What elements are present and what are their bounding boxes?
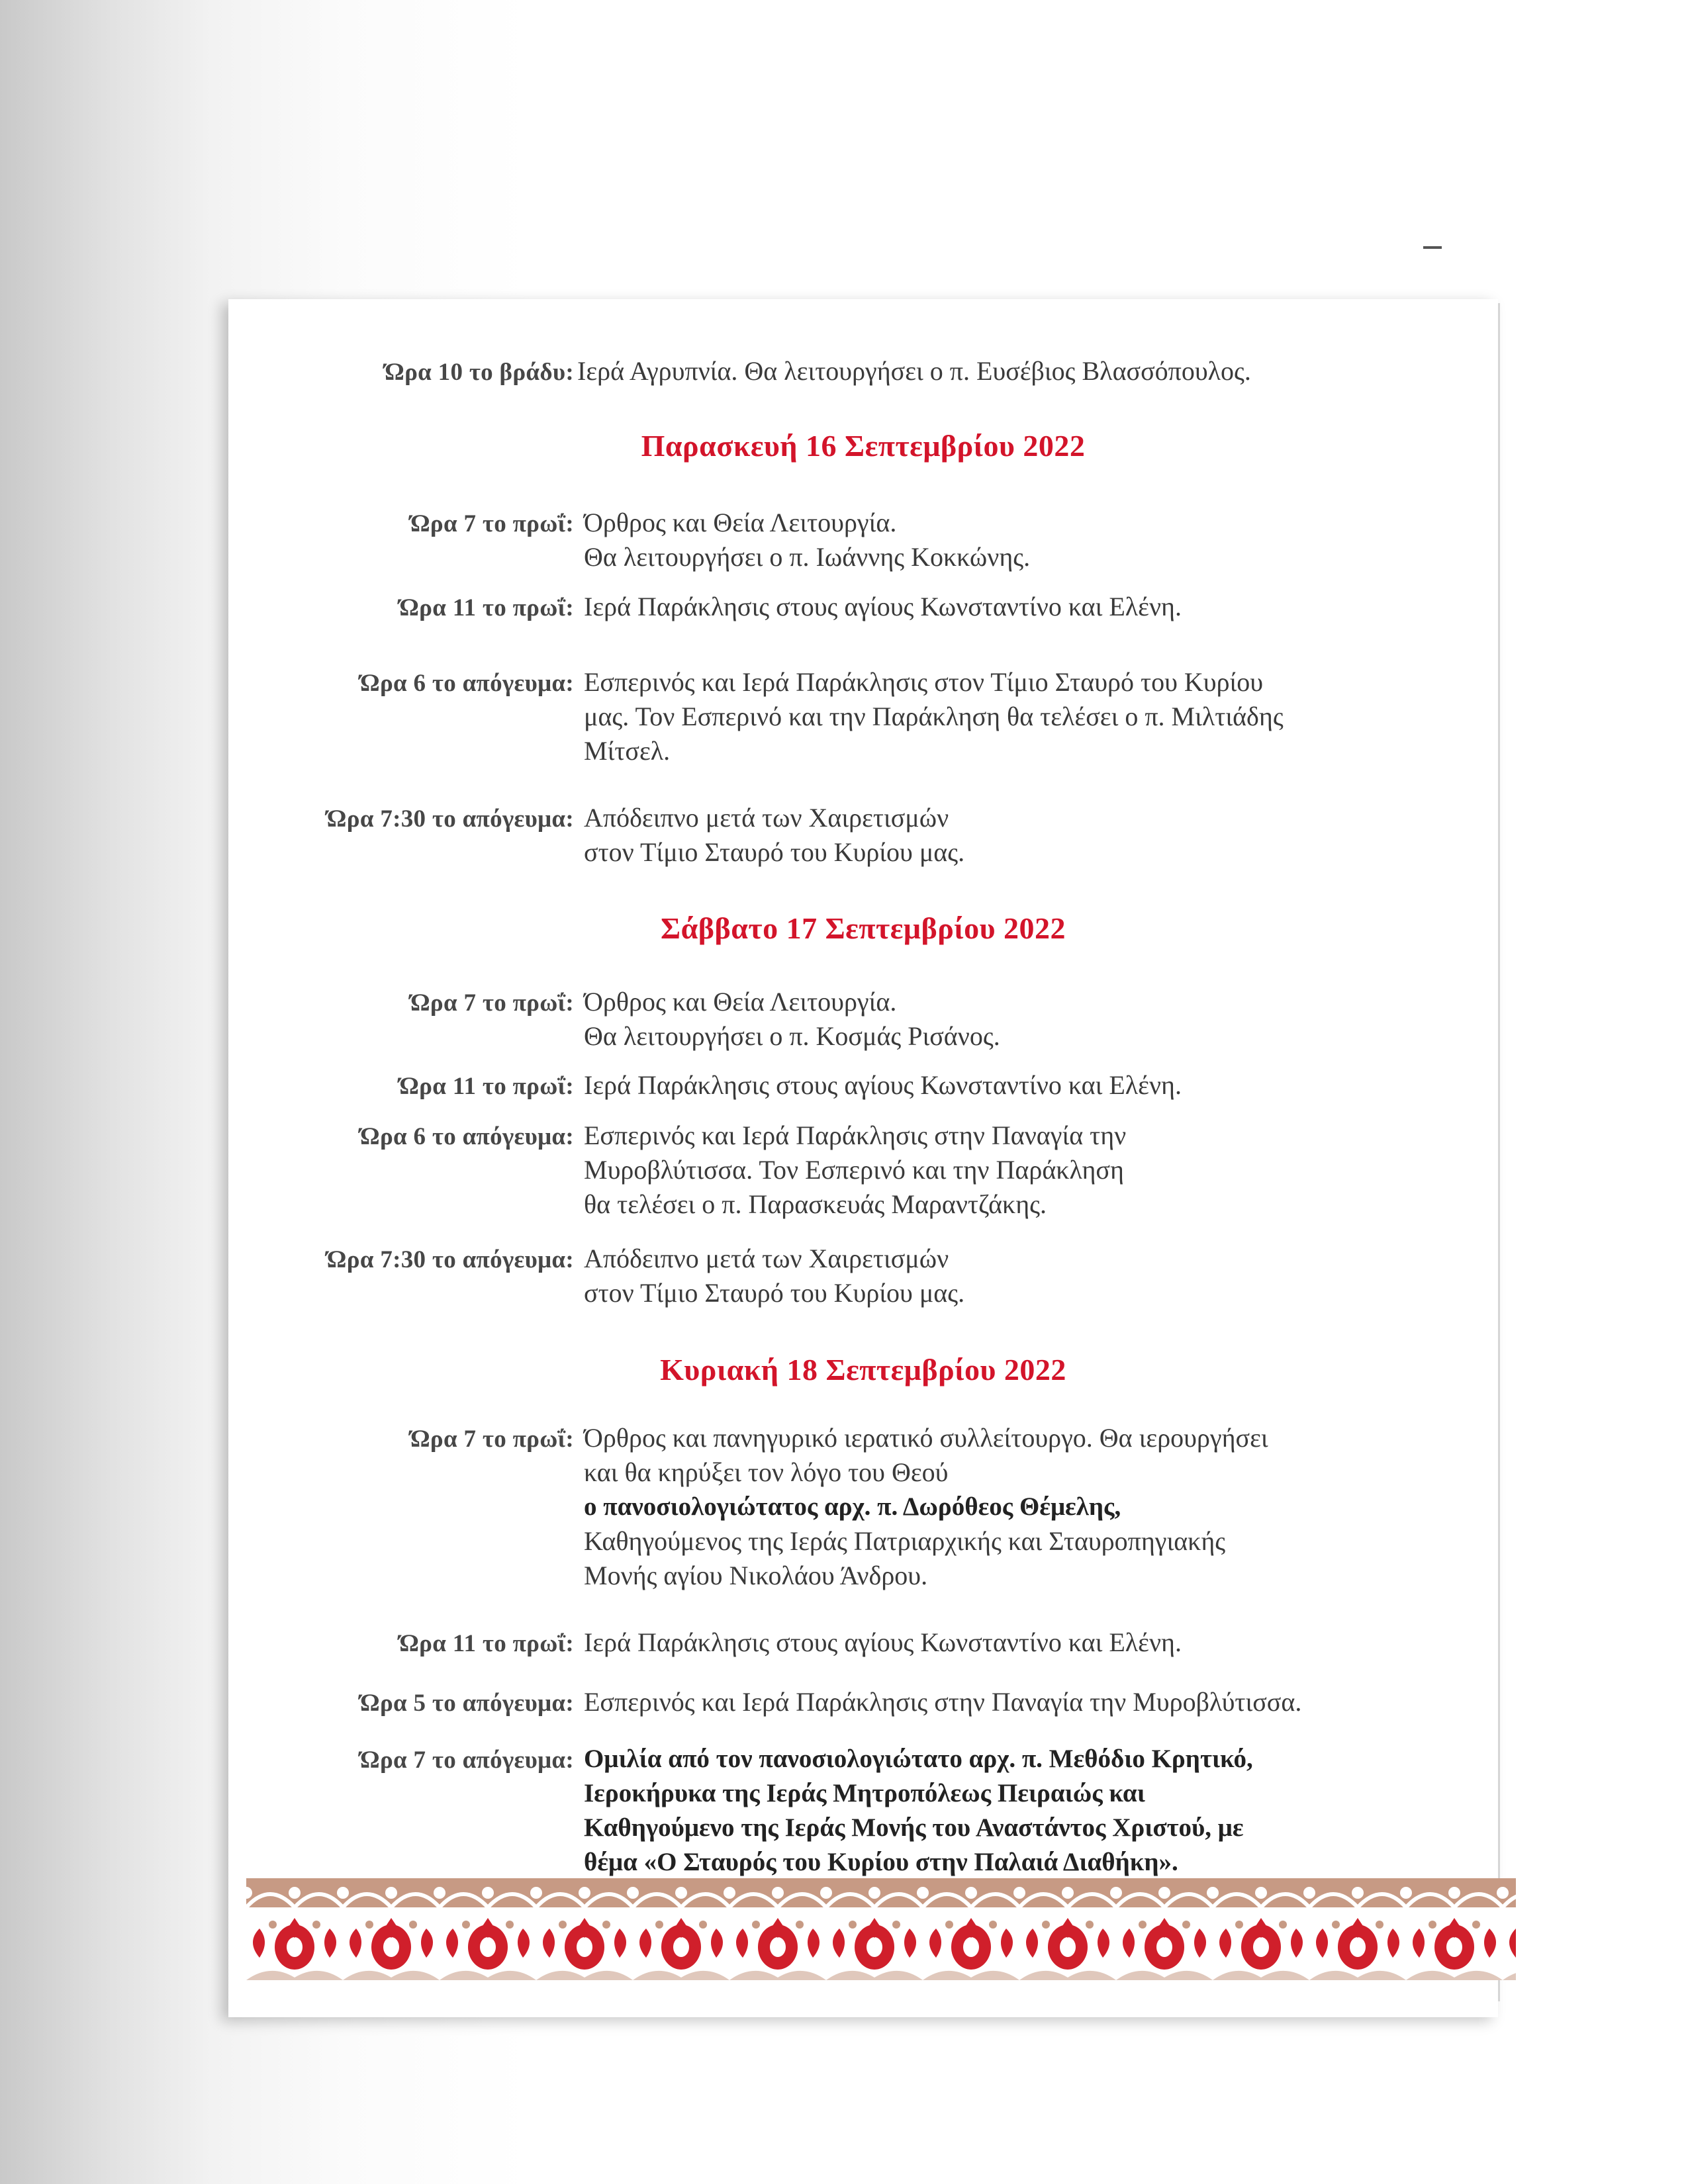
description-line: Απόδειπνο μετά των Χαιρετισμών — [584, 803, 949, 833]
event-time: Ώρα 11 το πρωΐ: — [399, 1073, 574, 1100]
event-time: Ώρα 7 το πρωΐ: — [410, 510, 574, 537]
description-line: Μονής αγίου Νικολάου Άνδρου. — [584, 1561, 928, 1590]
event-description — [584, 1625, 1425, 1660]
description-line: Ιερά Παράκλησις στους αγίους Κωνσταντίνο και Ελένη. — [584, 1627, 1182, 1657]
event-time: Ώρα 6 το απόγευμα: — [360, 670, 574, 697]
event-time: Ώρα 11 το πρωΐ: — [399, 1630, 574, 1657]
event-description — [584, 1118, 1425, 1222]
event-description — [584, 665, 1425, 768]
description-line: μας. Τον Εσπερινό και την Παράκληση θα τελέσει ο π. Μιλτιάδης — [584, 702, 1284, 731]
event-time: Ώρα 7 το πρωΐ: — [410, 1426, 574, 1453]
event-time: Ώρα 7:30 το απόγευμα: — [326, 805, 574, 833]
event-time: Ώρα 7 το απόγευμα: — [360, 1747, 574, 1774]
description-bold-line: Καθηγούμενο της Ιεράς Μονής του Αναστάντος Χριστού, με — [584, 1813, 1244, 1842]
event-time: Ώρα 11 το πρωΐ: — [399, 594, 574, 621]
event-description — [577, 354, 1418, 388]
event-time: Ώρα 5 το απόγευμα: — [360, 1690, 574, 1717]
ornamental-border — [246, 1878, 1516, 1980]
event-description — [584, 1068, 1425, 1103]
day-heading-saturday: Σάββατο 17 Σεπτεμβρίου 2022 — [661, 911, 1066, 945]
description-bold-line: Ομιλία από τον πανοσιολογιώτατο αρχ. π. Μεθόδιο Κρητικό, — [584, 1745, 1253, 1773]
description-line: Όρθρος και Θεία Λειτουργία. — [584, 987, 897, 1017]
description-line: Ιερά Παράκλησις στους αγίους Κωνσταντίνο και Ελένη. — [584, 592, 1182, 621]
description-line: Απόδειπνο μετά των Χαιρετισμών — [584, 1244, 949, 1273]
event-description — [584, 1421, 1425, 1593]
description-line: Όρθρος και Θεία Λειτουργία. — [584, 508, 897, 537]
description-line: Θα λειτουργήσει ο π. Ιωάννης Κοκκώνης. — [584, 542, 1031, 572]
description-line: Εσπερινός και Ιερά Παράκλησις στην Παναγία την Μυροβλύτισσα. — [584, 1687, 1302, 1717]
event-description — [584, 1242, 1425, 1310]
description-line: Καθηγούμενος της Ιεράς Πατριαρχικής και Σταυροπηγιακής — [584, 1526, 1226, 1556]
event-description — [584, 590, 1425, 624]
event-time: Ώρα 6 το απόγευμα: — [360, 1123, 574, 1150]
description-line: θα τελέσει ο π. Παρασκευάς Μαραντζάκης. — [584, 1189, 1047, 1219]
day-heading-sunday: Κυριακή 18 Σεπτεμβρίου 2022 — [660, 1353, 1066, 1387]
description-line: Όρθρος και πανηγυρικό ιερατικό συλλείτουργο. Θα ιερουργήσει — [584, 1423, 1268, 1453]
description-line: Εσπερινός και Ιερά Παράκλησις στον Τίμιο Σταυρό του Κυρίου — [584, 667, 1264, 697]
description-bold-line: Ιεροκήρυκα της Ιεράς Μητροπόλεως Πειραιώς και — [584, 1779, 1145, 1807]
description-line: στον Τίμιο Σταυρό του Κυρίου μας. — [584, 1278, 965, 1308]
scan-mark — [1423, 246, 1442, 249]
description-line: Μίτσελ. — [584, 736, 671, 766]
page-edge — [1498, 303, 1500, 2001]
event-time: Ώρα 7 το πρωΐ: — [410, 989, 574, 1017]
event-description — [584, 985, 1425, 1054]
description-line: στον Τίμιο Σταυρό του Κυρίου μας. — [584, 837, 965, 867]
description-line: Μυροβλύτισσα. Τον Εσπερινό και την Παράκληση — [584, 1155, 1124, 1185]
event-description — [584, 801, 1425, 870]
event-time: Ώρα 7:30 το απόγευμα: — [326, 1246, 574, 1273]
description-line: Ιερά Παράκλησις στους αγίους Κωνσταντίνο και Ελένη. — [584, 1070, 1182, 1100]
description-line: και θα κηρύξει τον λόγο του Θεού — [584, 1457, 949, 1487]
event-description — [584, 506, 1425, 574]
description-line: Εσπερινός και Ιερά Παράκλησις στην Παναγία την — [584, 1120, 1127, 1150]
description-bold-line: θέμα «Ο Σταυρός του Κυρίου στην Παλαιά Διαθήκη». — [584, 1848, 1178, 1876]
description-bold-line: ο πανοσιολογιώτατος αρχ. π. Δωρόθεος Θέμελης, — [584, 1492, 1121, 1521]
event-description — [584, 1742, 1444, 1880]
event-description — [584, 1685, 1425, 1719]
event-time: Ώρα 10 το βράδυ: — [385, 359, 574, 386]
description-line: Ιερά Αγρυπνία. Θα λειτουργήσει ο π. Ευσέβιος Βλασσόπουλος. — [577, 356, 1251, 386]
day-heading-friday: Παρασκευή 16 Σεπτεμβρίου 2022 — [641, 429, 1086, 463]
description-line: Θα λειτουργήσει ο π. Κοσμάς Ρισάνος. — [584, 1021, 1000, 1051]
